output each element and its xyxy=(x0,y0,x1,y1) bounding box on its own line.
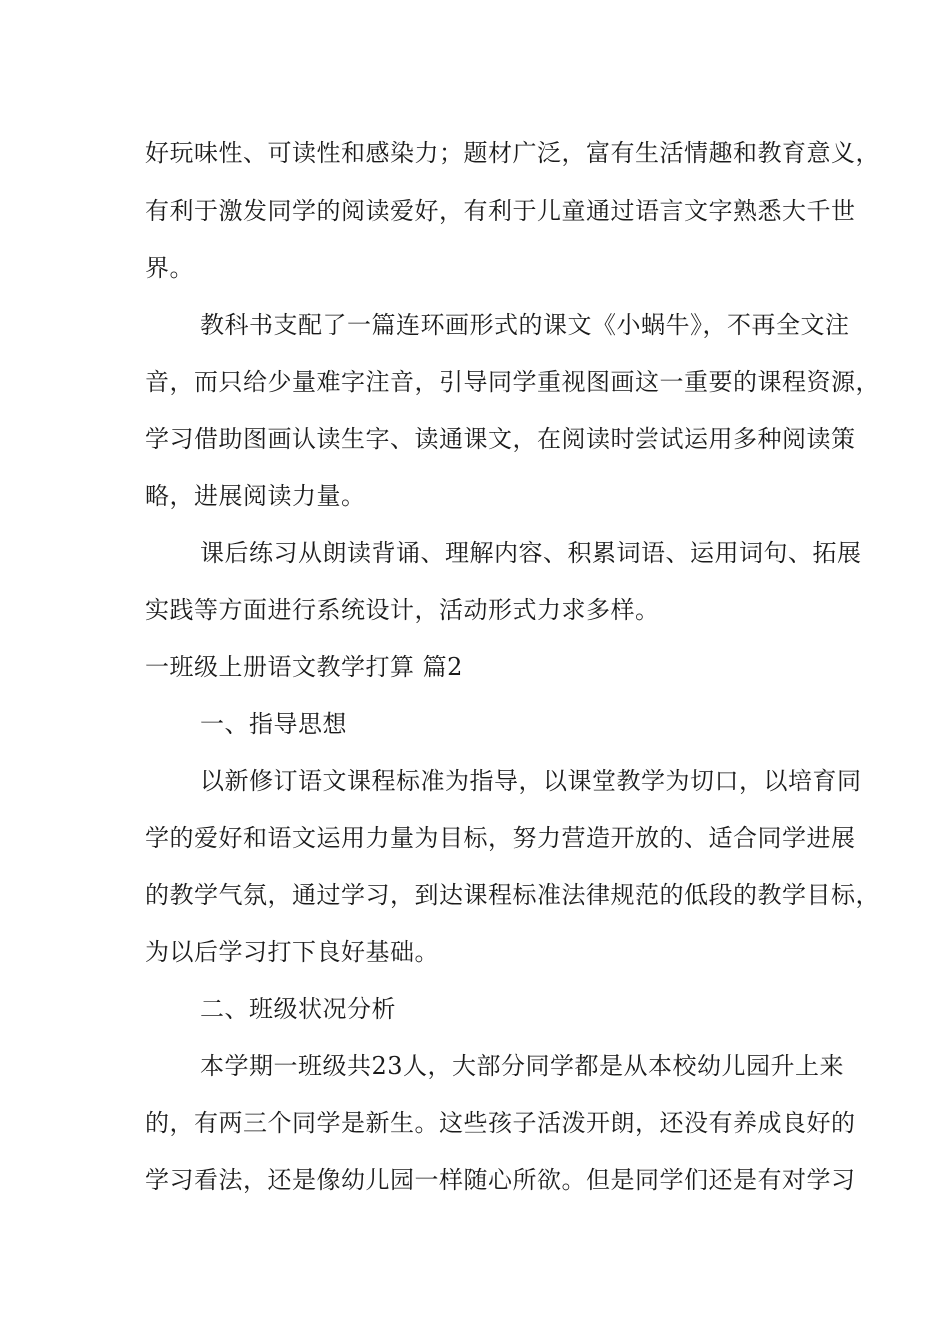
paragraph-line: 的，有两三个同学是新生。这些孩子活泼开朗，还没有养成良好的 xyxy=(145,1109,856,1137)
paragraph-line: 以新修订语文课程标准为指导，以课堂教学为切口，以培育同 xyxy=(200,767,862,795)
paragraph-line: 的教学气氛，通过学习，到达课程标准法律规范的低段的教学目标， xyxy=(145,881,880,909)
subheading-class-analysis: 二、班级状况分析 xyxy=(200,995,396,1023)
paragraph-line: 有利于激发同学的阅读爱好，有利于儿童通过语言文字熟悉大千世 xyxy=(145,197,856,225)
paragraph-line: 课后练习从朗读背诵、理解内容、积累词语、运用词句、拓展 xyxy=(200,539,862,567)
paragraph-line: 音，而只给少量难字注音，引导同学重视图画这一重要的课程资源， xyxy=(145,368,880,396)
paragraph-line: 学的爱好和语文运用力量为目标，努力营造开放的、适合同学进展 xyxy=(145,824,856,852)
paragraph-line: 学习看法，还是像幼儿园一样随心所欲。但是同学们还是有对学习 xyxy=(145,1166,856,1194)
paragraph-line: 教科书支配了一篇连环画形式的课文《小蜗牛》，不再全文注 xyxy=(200,311,850,339)
subheading-guiding-thought: 一、指导思想 xyxy=(200,710,347,738)
paragraph-line: 学习借助图画认读生字、读通课文，在阅读时尝试运用多种阅读策 xyxy=(145,425,856,453)
paragraph-line: 实践等方面进行系统设计，活动形式力求多样。 xyxy=(145,596,660,624)
paragraph-line: 本学期一班级共23人，大部分同学都是从本校幼儿园升上来 xyxy=(200,1052,845,1080)
section-heading: 一班级上册语文教学打算 篇2 xyxy=(145,653,463,681)
paragraph-line: 为以后学习打下良好基础。 xyxy=(145,938,439,966)
paragraph-line: 略，进展阅读力量。 xyxy=(145,482,366,510)
paragraph-line: 界。 xyxy=(145,254,194,282)
paragraph-line: 好玩味性、可读性和感染力；题材广泛，富有生活情趣和教育意义， xyxy=(145,139,880,167)
